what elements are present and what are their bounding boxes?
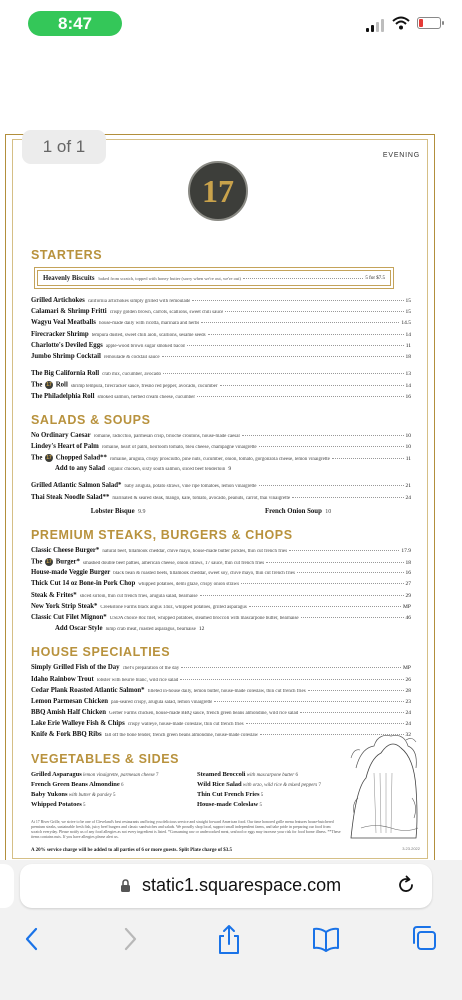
mini-logo-icon: 17 bbox=[46, 559, 52, 565]
url-field[interactable] bbox=[20, 864, 432, 908]
soups-row: Lobster Bisque 9.9 French Onion Soup 10 bbox=[90, 508, 332, 516]
lock-icon bbox=[120, 879, 131, 893]
share-icon[interactable] bbox=[215, 924, 243, 956]
menu-item: Classic Cut Filet Mignon* USDA choice 8oz filet, whipped potatoes, steamed broccoli with mascarpone butter, béarnaise 46 bbox=[31, 613, 411, 621]
menu-item: Steak & Frites* sliced sirloin, thin cut french fries, arugula salad, béarnaise 29 bbox=[31, 591, 411, 599]
menu-header-label: EVENING bbox=[382, 152, 420, 159]
address-bar-area bbox=[0, 860, 462, 920]
menu-item: Grilled Artichokes california artichokes simply grilled with rémoulade 15 bbox=[31, 297, 411, 304]
menu-item: Knife & Fork BBQ Ribs fall off the bone tender, french green beans almondine, house-made coleslaw 32 bbox=[31, 731, 411, 739]
menu-item: Jumbo Shrimp Cocktail rémoulade & cocktail sauce 18 bbox=[31, 352, 411, 360]
battery-icon bbox=[417, 17, 441, 29]
menu-item: Lemon Parmesan Chicken pan-seared crispy, arugula salad, lemon vinaigrette 23 bbox=[31, 697, 411, 705]
menu-item: Add Oscar Style lump crab meat, roasted asparagus, béarnaise 12 bbox=[55, 625, 205, 633]
back-icon[interactable] bbox=[22, 924, 42, 954]
menu-item: No Ordinary Caesar romaine, radicchio, parmesan crisp, brioche croutons, house-made caesar 10 bbox=[31, 431, 411, 439]
menu-item: House-made Veggie Burger black bean & roasted beets, tillamook cheddar, sweet soy, chive mayo, thin cut french fries 16 bbox=[31, 569, 411, 577]
menu-item: Simply Grilled Fish of the Day chef's preparation of the day MP bbox=[31, 664, 411, 672]
section-title-veg: VEGETABLES & SIDES bbox=[31, 751, 180, 766]
status-bar bbox=[0, 0, 462, 50]
mini-logo-icon: 17 bbox=[46, 455, 52, 462]
menu-page bbox=[5, 134, 435, 860]
url-text: static1.squarespace.com bbox=[142, 875, 342, 895]
status-time[interactable]: 8:47 bbox=[28, 11, 122, 36]
browser-toolbar bbox=[0, 920, 462, 1000]
page-indicator: 1 of 1 bbox=[22, 130, 106, 164]
steaks-list bbox=[31, 547, 411, 637]
previous-tab-peek[interactable] bbox=[0, 864, 14, 908]
side-item: Grilled Asparagus lemon vinaigrette, parmesan cheese 7 bbox=[31, 770, 159, 778]
section-title-house: HOUSE SPECIALTIES bbox=[31, 645, 171, 660]
tabs-icon[interactable] bbox=[410, 924, 438, 952]
menu-date: 3.23.2022 bbox=[402, 846, 420, 851]
menu-item: Thai Steak Noodle Salad** marinated & seared steak, mango, kale, tomato, avocado, peanuts, carrot, thai vinaigrette 24 bbox=[31, 493, 411, 501]
menu-item: The Philadelphia Roll smoked salmon, herbed cream cheese, cucumber 16 bbox=[31, 392, 411, 400]
menu-item: The 17 Burger* smashed double beef patties, american cheese, onion straws, 17 sauce, thin cut french fries 18 bbox=[31, 558, 411, 566]
menu-item: Add to any Salad organic chicken, sixty south salmon, sliced beef tenderloin 9 bbox=[55, 465, 232, 473]
menu-item: Idaho Rainbow Trout lobster with beurre blanc, wild rice salad 26 bbox=[31, 675, 411, 683]
menu-item: Wagyu Veal Meatballs house-made daily with ricotta, marinara and herbs 14.5 bbox=[31, 319, 411, 327]
reload-icon[interactable] bbox=[396, 875, 416, 895]
section-title-steaks: PREMIUM STEAKS, BURGERS & CHOPS bbox=[31, 527, 293, 542]
fine-print: At 17 River Grille, we strive to be one of Cleveland's best restaurants and bring you delicious service and straight forward American food. Our time honored grille menu features house-butchered premium steaks, sustainable fresh fish, juicy beef burgers and classic sandwiches and salads. We proudly shop local, support small independent farms, and take pride in preparing our food from scratch everyday. Please notify us of any food allergies as not every ingredient is listed. *Consuming raw or undercooked meat, seafood or eggs may increase your risk for food borne illness. **These items contains nuts. If you have allergies please alert us. bbox=[31, 819, 341, 839]
featured-item-desc: baked from scratch, topped with honey butter (sorry when we're out, we're out) bbox=[98, 275, 241, 281]
featured-item-name: Heavenly Biscuits bbox=[43, 274, 95, 282]
cellular-signal-icon bbox=[366, 18, 384, 32]
menu-item: BBQ Amish Half Chicken Gerber Farms chicken, house-made BBQ sauce, french green beans almondine, wild rice salad 24 bbox=[31, 709, 411, 717]
service-charge-note: A 20% service charge will be added to all parties of 6 or more guests. Split Plate charge of $3.5 bbox=[31, 847, 233, 853]
section-title-starters: STARTERS bbox=[31, 248, 103, 262]
featured-item-price: 5 for $7.5 bbox=[365, 275, 385, 281]
menu-item: Calamari & Shrimp Fritti crispy golden brown, carrots, scallions, sweet chili sauce 15 bbox=[31, 308, 411, 316]
side-item: Whipped Potatoes 5 bbox=[31, 800, 86, 808]
menu-item: Charlotte's Deviled Eggs apple-wood brown sugar smoked bacon 11 bbox=[31, 341, 411, 349]
featured-item-box bbox=[34, 267, 394, 289]
pdf-viewer[interactable] bbox=[0, 50, 462, 860]
side-item: Steamed Broccoli with mascarpone butter 6 bbox=[197, 770, 298, 778]
wifi-icon bbox=[392, 16, 410, 30]
side-item: Wild Rice Salad with orzo, wild rice & mixed peppers 7 bbox=[197, 780, 321, 788]
menu-item: Lake Erie Walleye Fish & Chips crispy walleye, house-made coleslaw, thin cut french fries 24 bbox=[31, 720, 411, 728]
menu-item: New York Strip Steak* Creekstone Farms black angus 14oz, whipped potatoes, grilled asparagus MP bbox=[31, 602, 411, 610]
menu-item: Classic Cheese Burger* natural beef, tillamook cheddar, chive mayo, house-made butter pickles, thin cut french fries 17.9 bbox=[31, 546, 411, 554]
starters-list bbox=[31, 297, 411, 404]
side-item: Baby Yukons with butter & parsley 5 bbox=[31, 790, 116, 798]
menu-item: Firecracker Shrimp tempura dusted, sweet chili aioli, scallions, sesame seeds 14 bbox=[31, 330, 411, 338]
menu-item: Grilled Atlantic Salmon Salad* baby arugula, potato straws, vine ripe tomatoes, lemon vinaigrette 21 bbox=[31, 482, 411, 490]
side-item: House-made Coleslaw 5 bbox=[197, 800, 262, 808]
menu-item: The Big California Roll crab mix, cucumber, avocado 13 bbox=[31, 370, 411, 378]
bookmarks-icon[interactable] bbox=[311, 924, 341, 954]
menu-item: Lindey's Heart of Palm romaine, heart of palm, heirloom tomato, bleu cheese, champagne vinaigrette 10 bbox=[31, 442, 411, 450]
mini-logo-icon: 17 bbox=[46, 382, 52, 389]
restaurant-logo: 17 bbox=[188, 161, 248, 221]
menu-item: Cedar Plank Roasted Atlantic Salmon* filleted in-house daily, lemon butter, house-made coleslaw, thin cut french fries 28 bbox=[31, 686, 411, 694]
section-title-salads: SALADS & SOUPS bbox=[31, 412, 151, 427]
side-item: French Green Beans Almondine 6 bbox=[31, 780, 124, 788]
menu-item: The 17 Roll shrimp tempura, firecracker sauce, fresno red pepper, avocado, cucumber 14 bbox=[31, 381, 411, 389]
forward-icon[interactable] bbox=[120, 924, 140, 954]
side-item: Thin Cut French Fries 5 bbox=[197, 790, 264, 798]
menu-item: The 17 Chopped Salad** romaine, arugula, crispy prosciutto, pine nuts, cucumber, onion, tomato, gorgonzola cheese, lemon vinaigrette 11 bbox=[31, 454, 411, 462]
salads-list bbox=[31, 432, 411, 519]
waterfall-illustration bbox=[346, 728, 421, 843]
menu-item: Thick Cut 14 oz Bone-in Pork Chop whipped potatoes, demi glaze, crispy onion straws 27 bbox=[31, 580, 411, 588]
